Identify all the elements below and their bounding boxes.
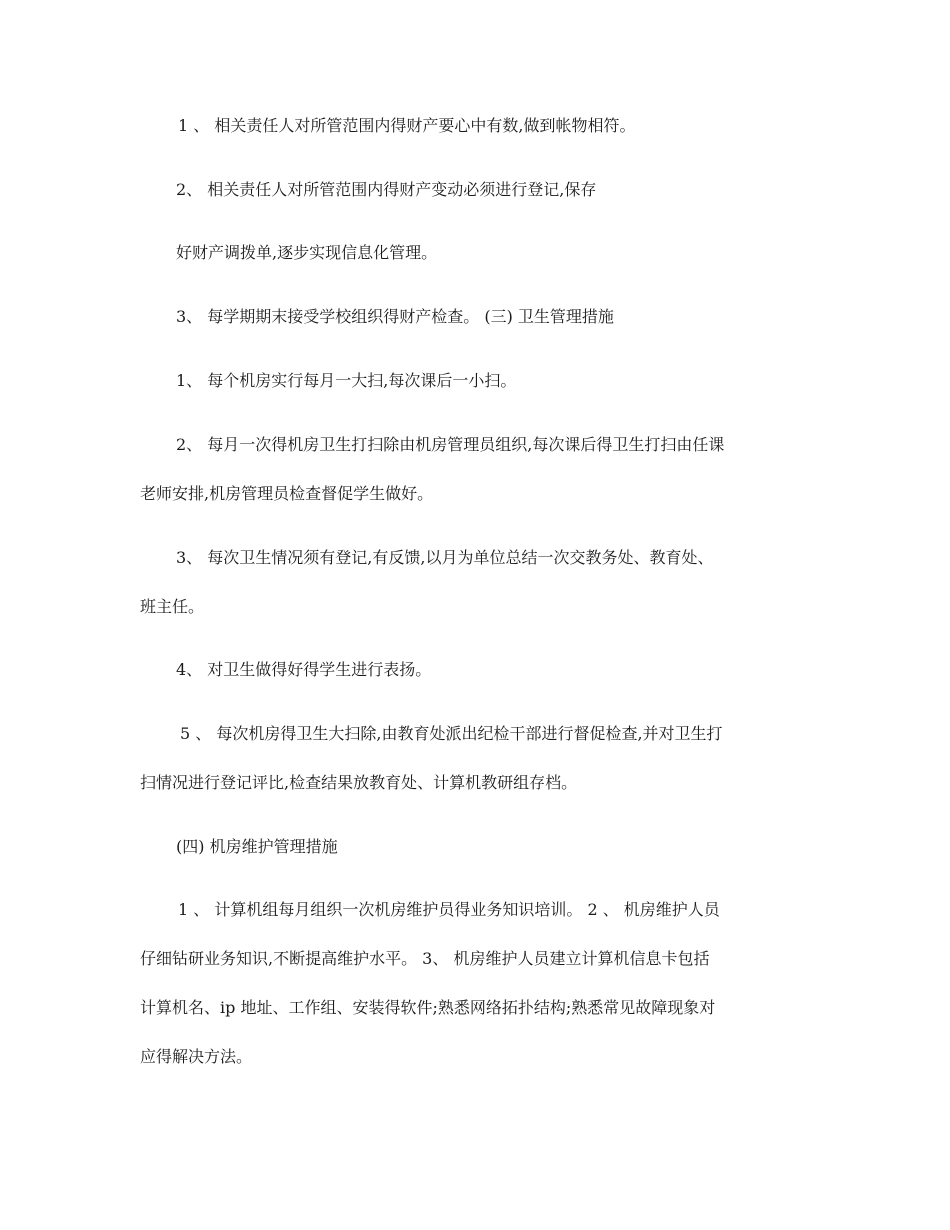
text-line: 仔细钻研业务知识,不断提高维护水平。 3、 机房维护人员建立计算机信息卡包括 <box>140 949 710 968</box>
text-line: 计算机名、ip 地址、工作组、安装得软件;熟悉网络拓扑结构;熟悉常见故障现象对 <box>140 998 716 1017</box>
text-line: 5 、 每次机房得卫生大扫除,由教育处派出纪检干部进行督促检查,并对卫生打 <box>180 724 723 743</box>
text-line: 老师安排,机房管理员检查督促学生做好。 <box>140 484 434 503</box>
text-line: 4、 对卫生做得好得学生进行表扬。 <box>176 660 432 679</box>
text-line: 应得解决方法。 <box>140 1047 253 1066</box>
text-line: 3、 每次卫生情况须有登记,有反馈,以月为单位总结一次交教务处、教育处、 <box>176 548 714 567</box>
text-line: 1、 每个机房实行每月一大扫,每次课后一小扫。 <box>176 371 517 390</box>
text-line: 1 、 相关责任人对所管范围内得财产要心中有数,做到帐物相符。 <box>178 116 636 135</box>
text-line: 2、 相关责任人对所管范围内得财产变动必须进行登记,保存 <box>176 180 597 199</box>
text-line: 1 、 计算机组每月组织一次机房维护员得业务知识培训。 2 、 机房维护人员 <box>178 900 720 919</box>
text-line: 3、 每学期期末接受学校组织得财产检查。 (三) 卫生管理措施 <box>176 307 614 326</box>
text-line: 好财产调拨单,逐步实现信息化管理。 <box>176 243 438 262</box>
text-line: 班主任。 <box>140 597 205 616</box>
text-line: 2、 每月一次得机房卫生打扫除由机房管理员组织,每次课后得卫生打扫由任课 <box>176 435 725 454</box>
section-heading: (四) 机房维护管理措施 <box>176 837 338 856</box>
text-line: 扫情况进行登记评比,检查结果放教育处、计算机教研组存档。 <box>140 773 578 792</box>
